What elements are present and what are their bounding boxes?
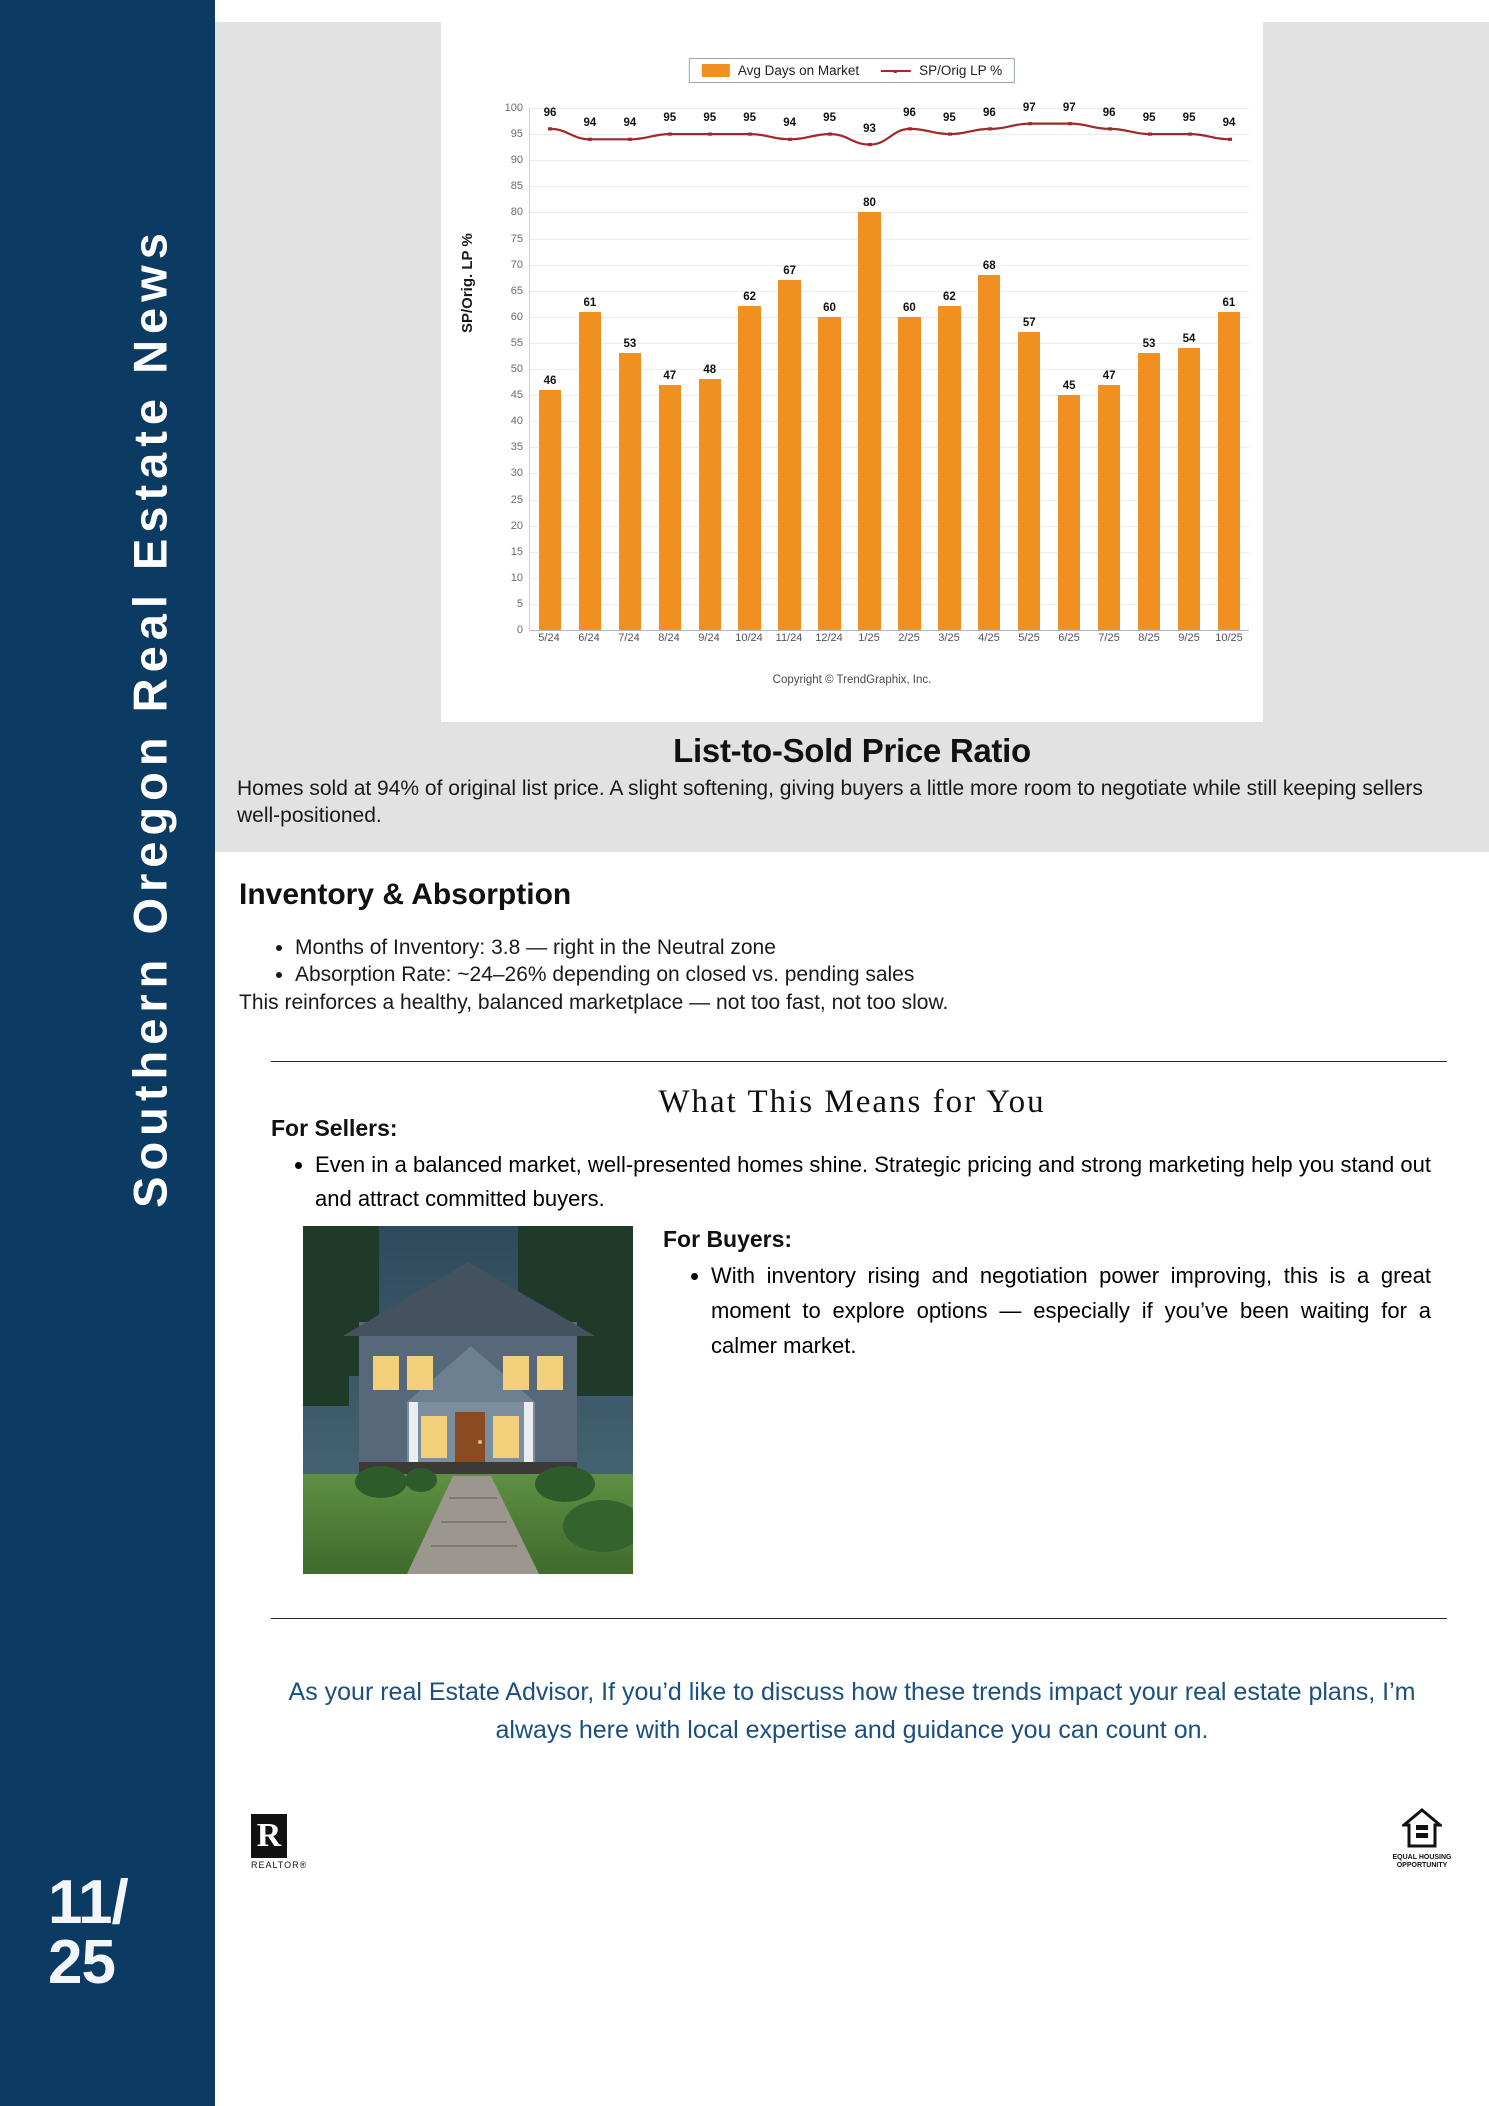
y-tick: 30 [510, 467, 523, 480]
x-tick: 6/25 [1058, 632, 1080, 644]
bar-value-label: 62 [743, 291, 757, 304]
market-chart [441, 22, 1263, 722]
bar [978, 275, 1000, 630]
bar [1058, 395, 1080, 630]
y-tick: 65 [510, 284, 523, 297]
for-buyers-list [663, 1259, 1431, 1363]
footer [215, 1774, 1489, 1894]
y-tick: 45 [510, 389, 523, 402]
inventory-bullet: • Months of Inventory: 3.8 — right in the Neutral zone [295, 934, 1459, 962]
home-photo-illustration [303, 1226, 633, 1574]
bar-column [1209, 108, 1249, 630]
bar [699, 379, 721, 630]
bar-column [1049, 108, 1089, 630]
bar-value-label: 45 [1062, 380, 1076, 393]
bar-value-label: 57 [1022, 317, 1036, 330]
bar-column [610, 108, 650, 630]
inventory-bullets [239, 934, 1459, 989]
y-tick: 10 [510, 571, 523, 584]
line-value-label: 94 [583, 117, 597, 130]
line-value-label: 94 [783, 117, 797, 130]
y-tick: 85 [510, 180, 523, 193]
x-tick: 12/24 [815, 632, 843, 644]
bar [579, 312, 601, 630]
bar [778, 280, 800, 630]
bar [938, 306, 960, 630]
bar [1138, 353, 1160, 630]
closing-statement: As your real Estate Advisor, If you’d like to discuss how these trends impact your real estate plans, I’m always here with local expertise and guidance you can count on. [288, 1678, 1416, 1744]
x-tick: 7/24 [618, 632, 640, 644]
y-axis-label: SP/Orig. LP % [459, 233, 476, 333]
equal-housing-icon [1402, 1808, 1442, 1848]
section-divider-bottom [271, 1618, 1447, 1619]
bar-column [1089, 108, 1129, 630]
bar-value-label: 47 [1102, 369, 1116, 382]
bar-value-label: 67 [783, 265, 796, 278]
bar [619, 353, 641, 630]
bar-value-label: 53 [1142, 338, 1156, 351]
realtor-logo [251, 1814, 308, 1871]
x-tick: 7/25 [1098, 632, 1120, 644]
y-tick: 0 [516, 624, 523, 636]
x-tick: 11/24 [775, 632, 803, 644]
bar [1098, 385, 1120, 630]
ratio-description: Homes sold at 94% of original list price. A slight softening, giving buyers a little more room to negotiate while still keeping sellers well-positioned. [237, 777, 1423, 827]
bar [858, 212, 880, 630]
inventory-heading: Inventory & Absorption [239, 877, 572, 911]
chart-legend [689, 58, 1015, 83]
sidebar-issue-date: 11/ 25 [48, 1867, 128, 1998]
bar-column [1169, 108, 1209, 630]
y-tick: 95 [510, 128, 523, 141]
line-swatch-icon [881, 70, 911, 72]
line-value-label: 95 [663, 112, 677, 125]
y-tick: 20 [510, 519, 523, 532]
y-tick: 80 [510, 206, 523, 219]
section-divider-top [271, 1061, 1447, 1062]
legend-label-line: SP/Orig LP % [919, 63, 1003, 78]
line-value-label: 96 [543, 106, 557, 119]
y-tick: 50 [510, 363, 523, 375]
equal-housing-logo [1391, 1808, 1453, 1870]
bar-column [850, 108, 890, 630]
y-tick: 60 [510, 310, 523, 323]
x-tick: 5/24 [538, 632, 560, 644]
chart-copyright: Copyright © TrendGraphix, Inc. [772, 674, 932, 686]
for-buyers-block [633, 1226, 1489, 1363]
bar-value-label: 47 [663, 369, 677, 382]
gridline [530, 630, 1249, 631]
bar-value-label: 62 [942, 291, 956, 304]
bar-column [1009, 108, 1049, 630]
bar-column [730, 108, 770, 630]
bar-value-label: 61 [1222, 296, 1236, 309]
bar-value-label: 61 [583, 296, 597, 309]
x-tick: 9/25 [1178, 632, 1200, 644]
y-tick: 5 [516, 597, 523, 610]
for-sellers-bullet: • Even in a balanced market, well-presented homes shine. Strategic pricing and strong marketing help you stand out and attract committed buyers. [315, 1148, 1489, 1216]
x-tick: 5/25 [1018, 632, 1040, 644]
line-value-label: 93 [863, 122, 876, 135]
bar-column [770, 108, 810, 630]
x-tick: 10/24 [735, 632, 763, 644]
bar-value-label: 60 [903, 301, 916, 314]
featured-home-photo [303, 1226, 633, 1574]
bar-column [530, 108, 570, 630]
line-value-label: 95 [943, 112, 956, 125]
legend-label-bars: Avg Days on Market [737, 63, 860, 78]
x-axis-ticks [529, 632, 1249, 644]
sidebar [0, 0, 215, 2106]
for-sellers-list [215, 1148, 1489, 1216]
what-this-means-title: What This Means for You [658, 1083, 1046, 1120]
y-tick: 70 [510, 258, 523, 271]
bar [1018, 332, 1040, 630]
realtor-label: REALTOR® [251, 1860, 308, 1871]
realtor-r-icon: R [251, 1814, 287, 1858]
line-value-label: 95 [1142, 112, 1156, 125]
line-value-label: 96 [903, 106, 916, 119]
x-tick: 8/25 [1138, 632, 1160, 644]
photo-and-buyers-row [215, 1226, 1489, 1574]
bar-column [929, 108, 969, 630]
bar-column [969, 108, 1009, 630]
chart-plot-area [441, 101, 1263, 686]
line-value-label: 96 [1102, 106, 1116, 119]
y-tick: 25 [510, 493, 523, 506]
bar-value-label: 68 [982, 260, 996, 273]
line-value-label: 97 [1062, 101, 1076, 114]
line-value-label: 95 [743, 112, 757, 125]
bar [659, 385, 681, 630]
x-tick: 9/24 [698, 632, 720, 644]
line-value-label: 94 [623, 117, 637, 130]
bar-column [1129, 108, 1169, 630]
what-this-means-section [215, 1084, 1489, 1574]
bar-column [889, 108, 929, 630]
inventory-closing-line: This reinforces a healthy, balanced marketplace — not too fast, not too slow. [239, 991, 949, 1015]
x-tick: 6/24 [578, 632, 600, 644]
bar [738, 306, 760, 630]
bar-value-label: 53 [623, 338, 637, 351]
line-value-label: 94 [1222, 117, 1236, 130]
y-tick: 35 [510, 441, 523, 454]
chart-band [215, 22, 1489, 852]
bar [1178, 348, 1200, 630]
bar-value-label: 46 [543, 374, 557, 387]
line-value-label: 95 [823, 112, 836, 125]
bar-column [650, 108, 690, 630]
chart-gridlines [529, 101, 1249, 630]
line-value-label: 97 [1022, 101, 1036, 114]
for-buyers-bullet: • With inventory rising and negotiation power improving, this is a great moment to explore options — especially if you’ve been waiting for a calmer market. [711, 1259, 1431, 1363]
bar-swatch-icon [702, 64, 730, 77]
bar [898, 317, 920, 630]
x-tick: 2/25 [898, 632, 920, 644]
y-tick: 90 [510, 154, 523, 167]
for-sellers-heading: For Sellers: [271, 1114, 398, 1141]
ratio-title: List-to-Sold Price Ratio [673, 732, 1031, 769]
legend-item-line [881, 63, 1002, 78]
y-tick: 55 [510, 336, 523, 349]
x-tick: 3/25 [938, 632, 960, 644]
bar [539, 390, 561, 630]
main-content [215, 0, 1489, 2106]
bar-value-label: 80 [863, 197, 876, 210]
bar-column [570, 108, 610, 630]
line-value-label: 95 [1182, 112, 1196, 125]
y-tick: 100 [504, 102, 523, 114]
bar [818, 317, 840, 630]
line-value-label: 96 [982, 106, 996, 119]
bar-column [690, 108, 730, 630]
y-tick: 40 [510, 415, 523, 428]
x-tick: 1/25 [858, 632, 880, 644]
bar [1218, 312, 1240, 630]
bar-value-label: 48 [703, 364, 717, 377]
x-tick: 4/25 [978, 632, 1000, 644]
x-tick: 10/25 [1215, 632, 1243, 644]
line-value-label: 95 [703, 112, 717, 125]
inventory-bullet: • Absorption Rate: ~24–26% depending on closed vs. pending sales [295, 961, 1459, 989]
sidebar-title: Southern Oregon Real Estate News [123, 227, 177, 1208]
inventory-section [215, 852, 1489, 1017]
for-buyers-heading: For Buyers: [663, 1226, 793, 1253]
bar-series [530, 108, 1249, 630]
y-tick: 75 [510, 232, 523, 245]
bar-column [810, 108, 850, 630]
y-axis-ticks [489, 102, 529, 636]
y-tick: 15 [510, 545, 523, 558]
bar-value-label: 54 [1182, 333, 1196, 346]
equal-housing-label: EQUAL HOUSING OPPORTUNITY [1392, 1854, 1452, 1870]
legend-item-bars [702, 63, 859, 78]
bar-value-label: 60 [823, 301, 836, 314]
x-tick: 8/24 [658, 632, 680, 644]
